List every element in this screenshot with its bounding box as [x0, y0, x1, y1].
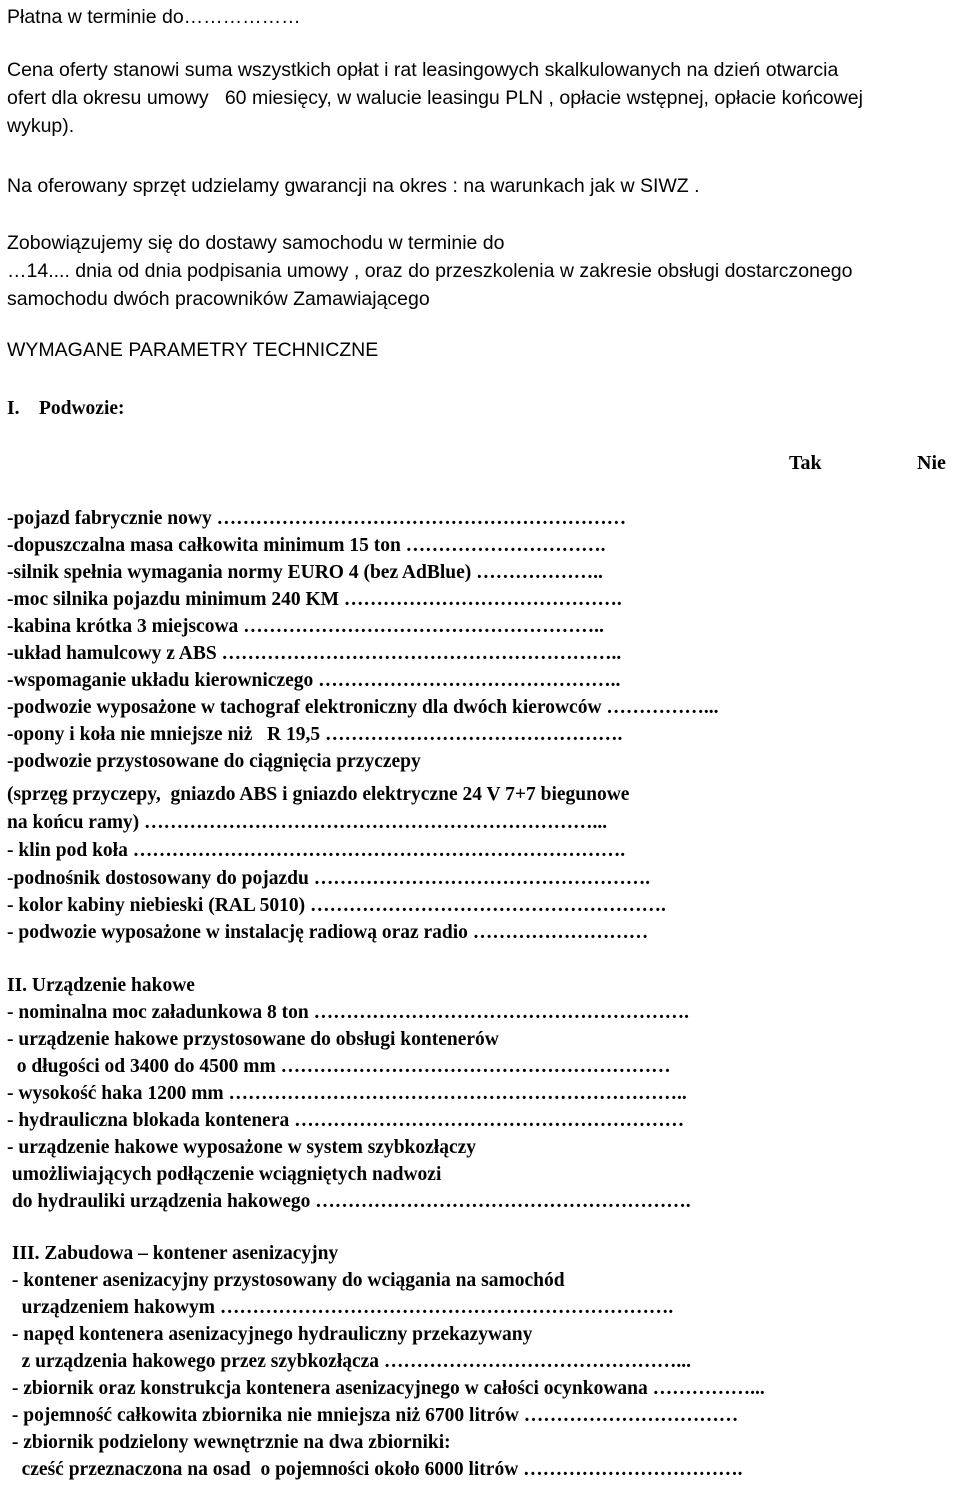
spec-item: - urządzenie hakowe wyposażone w system szybkozłączy [7, 1137, 477, 1158]
spec-item: o długości od 3400 do 4500 mm …………………………………………………… [7, 1056, 671, 1077]
spec-item: -silnik spełnia wymagania normy EURO 4 (bez AdBlue) ……………….. [7, 562, 603, 583]
delivery-line-1: Zobowiązujemy się do dostawy samochodu w terminie do [7, 232, 505, 254]
section-2-title: II. Urządzenie hakowe [7, 975, 195, 996]
spec-item: - klin pod koła …………………………………………………………………. [7, 840, 626, 861]
spec-item: - wysokość haka 1200 mm …………………………………………………………….. [7, 1083, 687, 1104]
spec-item: umożliwiających podłączenie wciągniętych nadwozi [7, 1164, 442, 1185]
spec-item: - napęd kontenera asenizacyjnego hydrauliczny przekazywany [7, 1324, 533, 1345]
spec-item: - zbiornik podzielony wewnętrznie na dwa zbiorniki: [7, 1432, 451, 1453]
column-no-header: Nie [917, 452, 946, 474]
spec-item: (sprzęg przyczepy, gniazdo ABS i gniazdo elektryczne 24 V 7+7 biegunowe [7, 784, 630, 805]
spec-item: z urządzenia hakowego przez szybkozłącza ………………………………………... [7, 1351, 692, 1372]
spec-item: do hydrauliki urządzenia hakowego …………………………………………………. [7, 1191, 691, 1212]
section-3-title: III. Zabudowa – kontener asenizacyjny [7, 1243, 339, 1264]
spec-item: - hydrauliczna blokada kontenera …………………………………………………… [7, 1110, 685, 1131]
offer-price-line-3: wykup). [7, 115, 75, 137]
warranty-text: Na oferowany sprzęt udzielamy gwarancji na okres : na warunkach jak w SIWZ . [7, 175, 700, 197]
spec-item: -podwozie przystosowane do ciągnięcia przyczepy [7, 751, 421, 772]
spec-item: - urządzenie hakowe przystosowane do obsługi kontenerów [7, 1029, 499, 1050]
column-yes-header: Tak [789, 452, 822, 474]
delivery-line-3: samochodu dwóch pracowników Zamawiającego [7, 288, 430, 310]
spec-item: cześć przeznaczona na osad o pojemności około 6000 litrów ……………………………. [7, 1459, 743, 1480]
spec-title: WYMAGANE PARAMETRY TECHNICZNE [7, 339, 379, 361]
spec-item: -dopuszczalna masa całkowita minimum 15 ton …………………………. [7, 535, 606, 556]
spec-item: - kontener asenizacyjny przystosowany do wciągania na samochód [7, 1270, 565, 1291]
spec-item: -wspomaganie układu kierowniczego ……………………………………….. [7, 670, 621, 691]
spec-item: -opony i koła nie mniejsze niż R 19,5 ………………………………………. [7, 724, 623, 745]
spec-item: -podwozie wyposażone w tachograf elektroniczny dla dwóch kierowców ……………... [7, 697, 719, 718]
spec-item: -kabina krótka 3 miejscowa ……………………………………………….. [7, 616, 604, 637]
section-1-title: I. Podwozie: [7, 398, 125, 419]
spec-item: -pojazd fabrycznie nowy ……………………………………………………… [7, 508, 627, 529]
spec-item: - pojemność całkowita zbiornika nie mniejsza niż 6700 litrów …………………………… [7, 1405, 739, 1426]
spec-item: - podwozie wyposażone w instalację radiową oraz radio ……………………… [7, 922, 649, 943]
spec-item: na końcu ramy) ……………………………………………………………... [7, 812, 608, 833]
offer-price-line-2: ofert dla okresu umowy 60 miesięcy, w walucie leasingu PLN , opłacie wstępnej, opłacie końcowej [7, 87, 863, 109]
delivery-line-2: …14.... dnia od dnia podpisania umowy , oraz do przeszkolenia w zakresie obsługi dostarczonego [7, 260, 853, 282]
spec-item: -układ hamulcowy z ABS …………………………………………………….. [7, 643, 622, 664]
spec-item: - nominalna moc załadunkowa 8 ton …………………………………………………. [7, 1002, 690, 1023]
spec-item: urządzeniem hakowym ……………………………………………………………. [7, 1297, 674, 1318]
spec-item: -podnośnik dostosowany do pojazdu ……………………………………………. [7, 868, 651, 889]
payment-deadline-text: Płatna w terminie do……………… [7, 6, 301, 28]
spec-item: -moc silnika pojazdu minimum 240 KM ……………………………………. [7, 589, 622, 610]
spec-item: - zbiornik oraz konstrukcja kontenera asenizacyjnego w całości ocynkowana ……………... [7, 1378, 765, 1399]
spec-item: - kolor kabiny niebieski (RAL 5010) ………………………………………………. [7, 895, 666, 916]
offer-price-line-1: Cena oferty stanowi suma wszystkich opłat i rat leasingowych skalkulowanych na dzień otwarcia [7, 59, 839, 81]
